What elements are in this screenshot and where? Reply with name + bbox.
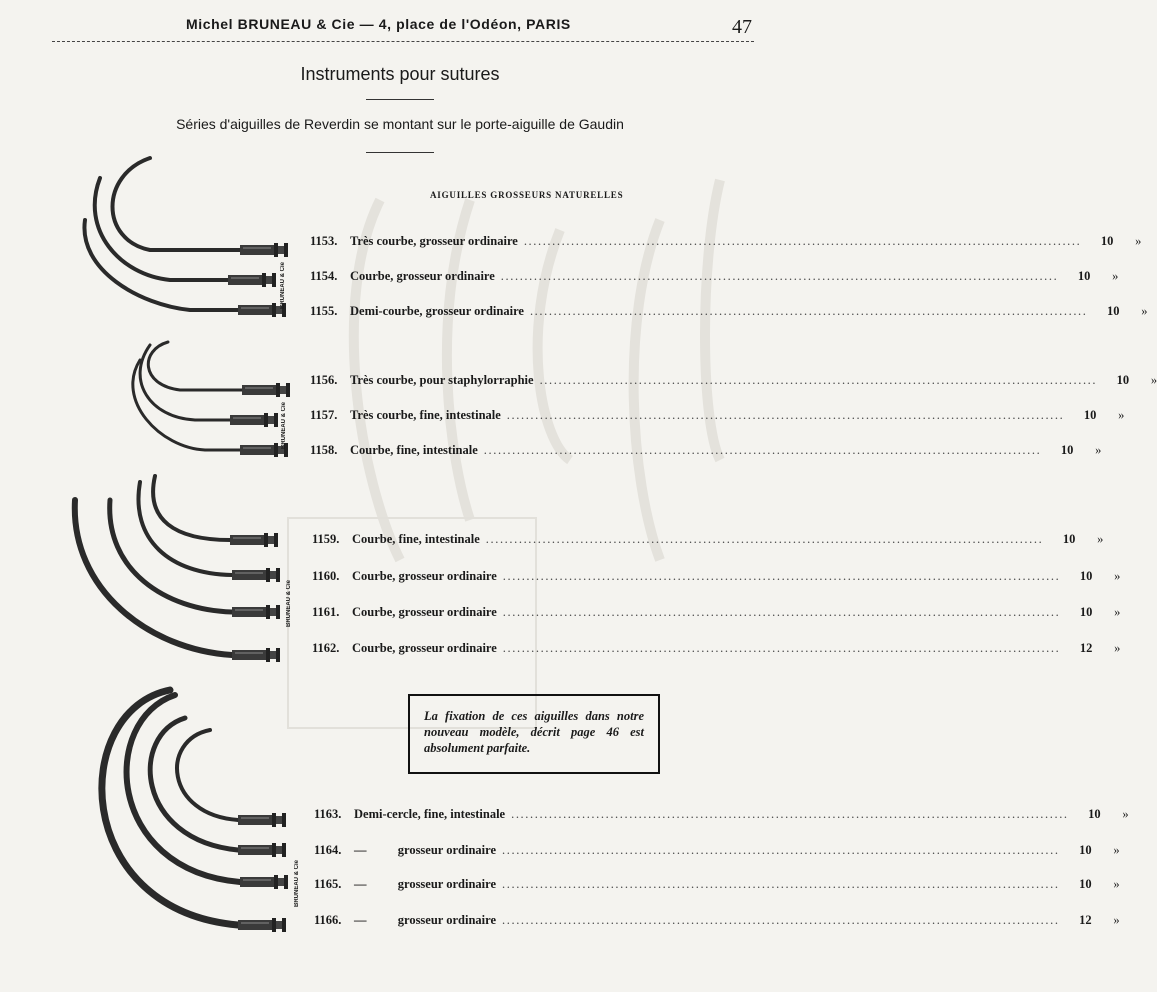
list-item (310, 234, 1142, 252)
item-price: 12 (1079, 641, 1093, 655)
list-item (310, 408, 1125, 426)
item-price: 10 (1077, 269, 1091, 283)
page-subtitle: Séries d'aiguilles de Reverdin se montant sur le porte-aiguille de Gaudin (176, 116, 624, 132)
maker-stamp: BRUNEAU & Cie (280, 262, 286, 310)
leader-dots: ...................................................................................................................... (485, 532, 1044, 546)
item-description: Courbe, fine, intestinale (350, 443, 478, 457)
item-price: 12 (1079, 913, 1092, 927)
leader-dots: ...................................................................................................................... (500, 269, 1059, 283)
item-price: 10 (1107, 304, 1120, 318)
page-title: Instruments pour sutures (300, 64, 500, 84)
item-price: 10 (1100, 234, 1114, 248)
item-number: 1153. (310, 234, 338, 248)
item-number: 1165. (314, 877, 342, 891)
leader-dots: ...................................................................................................................... (502, 641, 1061, 655)
item-price-mark: » (1135, 234, 1142, 248)
item-price: 10 (1079, 605, 1093, 619)
item-number: 1164. (314, 843, 342, 857)
item-description: Très courbe, pour staphylorraphie (350, 373, 534, 387)
page-number: 47 (732, 16, 752, 38)
leader-dots: ...................................................................................................................... (511, 807, 1069, 821)
leader-dots: ...................................................................................................................... (539, 373, 1098, 387)
maker-stamp: BRUNEAU & Cie (294, 860, 300, 908)
item-price-mark: » (1113, 843, 1120, 857)
maker-stamp: BRUNEAU & Cie (281, 402, 287, 450)
item-description: — grosseur ordinaire (354, 877, 497, 891)
item-description: Courbe, grosseur ordinaire (352, 605, 497, 619)
item-price: 10 (1079, 843, 1092, 857)
leader-dots: ...................................................................................................................... (502, 569, 1061, 583)
item-number: 1154. (310, 269, 338, 283)
item-description: — grosseur ordinaire (354, 913, 497, 927)
list-item (312, 605, 1121, 623)
item-price-mark: » (1113, 913, 1120, 927)
list-item (312, 569, 1121, 587)
publisher-line: Michel BRUNEAU & Cie — 4, place de l'Odéon, PARIS (186, 16, 571, 32)
item-price: 10 (1060, 443, 1074, 457)
item-number: 1159. (312, 532, 340, 546)
item-description: Demi-cercle, fine, intestinale (354, 807, 506, 821)
item-number: 1161. (312, 605, 340, 619)
leader-dots: ...................................................................................................................... (502, 605, 1061, 619)
list-item (310, 304, 1148, 322)
item-description: Très courbe, grosseur ordinaire (350, 234, 518, 248)
item-number: 1156. (310, 373, 338, 387)
item-price-mark: » (1112, 269, 1119, 283)
item-number: 1162. (312, 641, 340, 655)
list-item (314, 843, 1120, 861)
leader-dots: ...................................................................................................................... (506, 408, 1065, 422)
item-number: 1160. (312, 569, 340, 583)
item-description: Courbe, grosseur ordinaire (350, 269, 495, 283)
item-description: Très courbe, fine, intestinale (350, 408, 501, 422)
leader-dots: ...................................................................................................................... (502, 877, 1060, 891)
leader-dots: ...................................................................................................................... (523, 234, 1082, 248)
item-number: 1157. (310, 408, 338, 422)
item-number: 1163. (314, 807, 342, 821)
maker-stamp: BRUNEAU & Cie (286, 580, 292, 628)
list-item (314, 807, 1129, 825)
item-price-mark: » (1095, 443, 1102, 457)
leader-dots: ...................................................................................................................... (529, 304, 1088, 318)
list-item (314, 913, 1120, 931)
leader-dots: ...................................................................................................................... (483, 443, 1042, 457)
fixation-note-box: La fixation de ces aiguilles dans notre nouveau modèle, décrit page 46 est absolument parfaite. (408, 694, 660, 774)
item-price: 10 (1088, 807, 1101, 821)
item-price-mark: » (1118, 408, 1125, 422)
list-item (312, 532, 1104, 550)
item-price-mark: » (1141, 304, 1148, 318)
item-number: 1158. (310, 443, 338, 457)
item-description: — grosseur ordinaire (354, 843, 497, 857)
item-price-mark: » (1114, 605, 1121, 619)
item-description: Demi-courbe, grosseur ordinaire (350, 304, 524, 318)
list-item (314, 877, 1120, 895)
item-price-mark: » (1113, 877, 1120, 891)
item-price: 10 (1083, 408, 1097, 422)
leader-dots: ...................................................................................................................... (502, 843, 1060, 857)
list-item (310, 269, 1119, 287)
item-price-mark: » (1122, 807, 1129, 821)
item-price-mark: » (1114, 569, 1121, 583)
item-price-mark: » (1114, 641, 1121, 655)
list-item (310, 443, 1102, 461)
item-description: Courbe, grosseur ordinaire (352, 641, 497, 655)
leader-dots: ...................................................................................................................... (502, 913, 1060, 927)
item-price: 10 (1079, 569, 1093, 583)
item-description: Courbe, fine, intestinale (352, 532, 480, 546)
column-heading: AIGUILLES GROSSEURS NATURELLES (430, 190, 624, 200)
item-number: 1155. (310, 304, 338, 318)
list-item (312, 641, 1121, 659)
item-price: 10 (1116, 373, 1130, 387)
item-price-mark: » (1150, 373, 1157, 387)
item-price: 10 (1079, 877, 1092, 891)
item-price-mark: » (1097, 532, 1104, 546)
item-price: 10 (1062, 532, 1076, 546)
item-number: 1166. (314, 913, 342, 927)
list-item (310, 373, 1157, 391)
item-description: Courbe, grosseur ordinaire (352, 569, 497, 583)
